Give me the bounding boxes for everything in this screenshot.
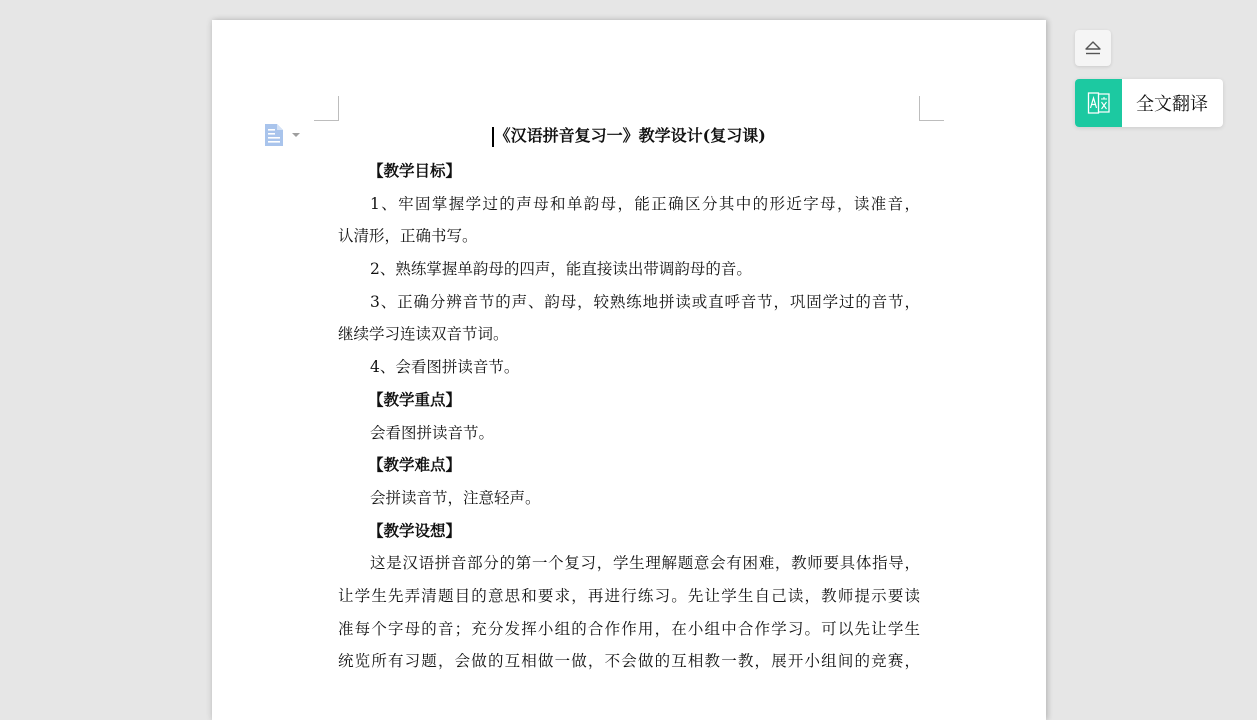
paragraph-line: 会看图拼读音节。	[370, 423, 495, 442]
paragraph-line: 统览所有习题，会做的互相做一做，不会做的互相教一教，展开小组间的竞赛，	[338, 652, 920, 671]
margin-corner-top-left	[314, 96, 339, 121]
paragraph-line: 会拼读音节，注意轻声。	[370, 488, 541, 507]
paragraph-line: 准每个字母的音；充分发挥小组的合作作用，在小组中合作学习。可以先让学生	[338, 619, 920, 638]
eject-collapse-icon	[1083, 38, 1103, 58]
translate-label: 全文翻译	[1136, 94, 1208, 115]
section-heading-key-points: 【教学重点】	[368, 389, 462, 409]
collapse-button[interactable]	[1075, 30, 1111, 66]
document-page	[212, 20, 1046, 720]
translate-icon-box	[1075, 79, 1122, 127]
text-cursor	[492, 127, 494, 147]
paragraph-line: 1、牢固掌握学过的声母和单韵母，能正确区分其中的形近字母，读准音，	[370, 194, 920, 213]
paragraph-line: 这是汉语拼音部分的第一个复习，学生理解题意会有困难，教师要具体指导，	[370, 554, 920, 573]
paragraph-line: 认清形，正确书写。	[338, 227, 478, 246]
paragraph-line: 2、熟练掌握单韵母的四声，能直接读出带调韵母的音。	[370, 260, 752, 279]
paragraph-line: 4、会看图拼读音节。	[370, 358, 520, 377]
caret-down-icon[interactable]	[292, 133, 300, 137]
paragraph-line: 继续学习连读双音节词。	[338, 325, 509, 344]
document-body[interactable]	[338, 122, 920, 678]
translate-icon	[1087, 91, 1111, 115]
paragraph-line: 3、正确分辨音节的声、韵母，较熟练地拼读或直呼音节，巩固学过的音节，	[370, 292, 920, 311]
paragraph-line: 让学生先弄清题目的意思和要求，再进行练习。先让学生自己读，教师提示要读	[338, 586, 920, 605]
section-heading-objectives: 【教学目标】	[368, 161, 462, 180]
document-icon[interactable]	[263, 124, 285, 146]
section-heading-difficulties: 【教学难点】	[368, 455, 462, 475]
document-title: 《汉语拼音复习一》教学设计(复习课)	[338, 122, 920, 150]
full-text-translate-button[interactable]	[1075, 79, 1223, 127]
section-heading-design-idea: 【教学设想】	[368, 520, 462, 540]
margin-corner-top-right	[919, 96, 944, 121]
